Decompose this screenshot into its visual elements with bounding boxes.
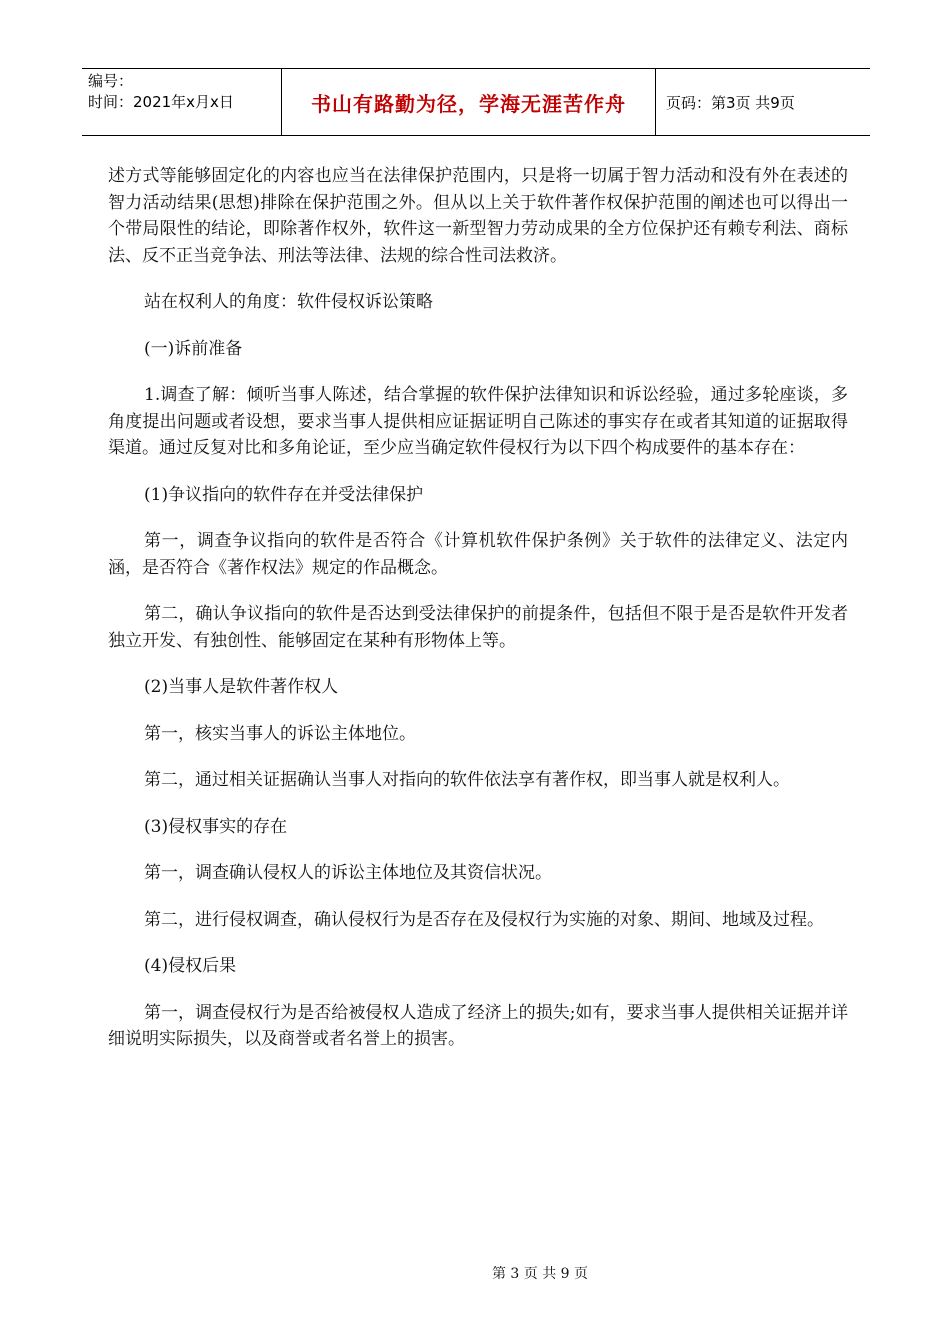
paragraph-item-1-second: 第二，确认争议指向的软件是否达到受法律保护的前提条件，包括但不限于是否是软件开发者独立开发、有独创性、能够固定在某种有形物体上等。 <box>108 604 848 651</box>
document-body <box>108 163 848 1073</box>
item-heading-3: (3)侵权事实的存在 <box>144 816 288 837</box>
header-meta <box>82 69 282 135</box>
document-number-label: 编号： <box>88 72 134 90</box>
item-heading-1: (1)争议指向的软件存在并受法律保护 <box>144 484 424 505</box>
item-heading-4: (4)侵权后果 <box>144 956 237 976</box>
item-heading-2: (2)当事人是软件著作权人 <box>144 677 339 697</box>
page-footer: 第 3 页 共 9 页 <box>491 1266 589 1282</box>
paragraph-item-4-first: 第一，调查侵权行为是否给被侵权人造成了经济上的损失;如有，要求当事人提供相关证据并详细说明实际损失，以及商誉或者名誉上的损害。 <box>108 1002 848 1049</box>
document-time-label: 时间：2021年x月x日 <box>88 93 234 111</box>
subsection-heading-preparation: (一)诉前准备 <box>144 338 243 359</box>
section-heading-strategy: 站在权利人的角度：软件侵权诉讼策略 <box>144 292 433 312</box>
paragraph-item-1-first: 第一，调查争议指向的软件是否符合《计算机软件保护条例》关于软件的法律定义、法定内涵，是否符合《著作权法》规定的作品概念。 <box>108 531 848 578</box>
page-header <box>82 68 870 136</box>
paragraph-item-3-first: 第一，调查确认侵权人的诉讼主体地位及其资信状况。 <box>144 863 552 883</box>
paragraph-item-2-second: 第二，通过相关证据确认当事人对指向的软件依法享有著作权，即当事人就是权利人。 <box>144 770 790 790</box>
paragraph-item-3-second: 第二，进行侵权调查，确认侵权行为是否存在及侵权行为实施的对象、期间、地域及过程。 <box>144 909 824 930</box>
paragraph-continuation: 述方式等能够固定化的内容也应当在法律保护范围内，只是将一切属于智力活动和没有外在表述的智力活动结果(思想)排除在保护范围之外。但从以上关于软件著作权保护范围的阐述也可以得出一个带局限性的结论，即除著作权外，软件这一新型智力劳动成果的全方位保护还有赖专利法、商标法、反不正当竞争法、刑法等法律、法规的综合性司法救济。 <box>108 166 848 266</box>
header-motto: 书山有路勤为径，学海无涯苦作舟 <box>282 69 656 135</box>
paragraph-item-2-first: 第一，核实当事人的诉讼主体地位。 <box>144 723 416 744</box>
header-page-info: 页码：第3页 共9页 <box>666 93 795 112</box>
paragraph-investigation: 1.调查了解：倾听当事人陈述，结合掌握的软件保护法律知识和诉讼经验，通过多轮座谈，多角度提出问题或者设想，要求当事人提供相应证据证明自己陈述的事实存在或者其知道的证据取得渠道。通过反复对比和多角论证，至少应当确定软件侵权行为以下四个构成要件的基本存在： <box>108 385 848 458</box>
